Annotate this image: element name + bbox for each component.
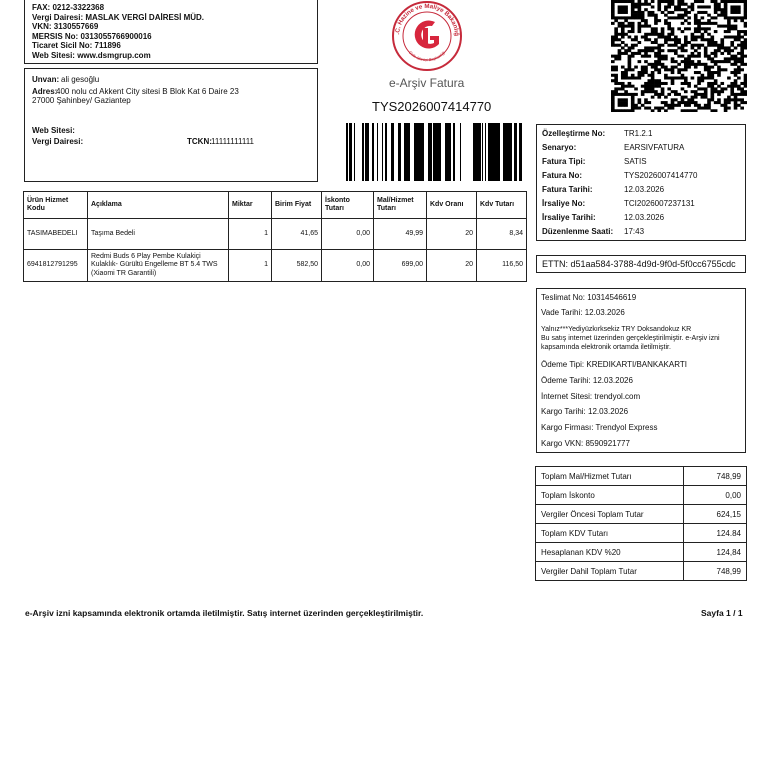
sales-note-line2: kapsamında elektronik ortamda iletilmiştir. — [541, 344, 671, 351]
cell-goods-amount: 49,99 — [374, 219, 427, 250]
info-label: Özelleştirme No: — [542, 129, 606, 138]
info-label: Düzenlenme Saati: — [542, 227, 614, 236]
header-vat-amount: Kdv Tutarı — [477, 192, 527, 219]
info-value: TR1.2.1 — [624, 129, 653, 138]
totals-label: Vergiler Dahil Toplam Tutar — [536, 562, 684, 581]
buyer-title-label: Unvan: — [32, 75, 60, 84]
logo-arc-text: .C. Hazine ve Maliye Bakanlığ — [394, 2, 461, 37]
buyer-address-line2: 27000 Şahinbey/ Gaziantep — [32, 96, 131, 105]
cell-description: Redmi Buds 6 Play Pembe Kulakiçi Kulaklık- Gürültü Engelleme BT 5.4 TWS (Xiaomi TR Garantili) — [88, 250, 229, 282]
barcode-image — [346, 123, 522, 181]
header-goods-amount: Mal/Hizmet Tutarı — [374, 192, 427, 219]
totals-label: Toplam KDV Tutarı — [536, 524, 684, 543]
cargo-vkn: Kargo VKN: 8590921777 — [541, 439, 630, 448]
info-value: TCI2026007237131 — [624, 199, 695, 208]
header-product-code: Ürün Hizmet Kodu — [24, 192, 88, 219]
totals-row — [536, 524, 747, 543]
items-header-row — [24, 192, 527, 219]
table-row — [24, 219, 527, 250]
seller-tax-office: Vergi Dairesi: MASLAK VERGİ DAİRESİ MÜD. — [32, 12, 205, 22]
cell-quantity: 1 — [229, 219, 272, 250]
cargo-date: Kargo Tarihi: 12.03.2026 — [541, 407, 629, 416]
totals-label: Toplam İskonto — [536, 486, 684, 505]
buyer-title: ali gesoğlu — [61, 75, 100, 84]
totals-label: Hesaplanan KDV %20 — [536, 543, 684, 562]
e-arsiv-label: e-Arşiv Fatura — [389, 76, 465, 90]
totals-row — [536, 562, 747, 581]
totals-value: 124,84 — [684, 543, 747, 562]
cell-goods-amount: 699,00 — [374, 250, 427, 282]
totals-row — [536, 486, 747, 505]
info-value: SATIS — [624, 157, 647, 166]
cell-product-code: TASIMABEDELI — [24, 219, 88, 250]
totals-row — [536, 505, 747, 524]
buyer-website-label: Web Sitesi: — [32, 126, 75, 135]
cell-vat-amount: 8,34 — [477, 219, 527, 250]
info-row — [537, 199, 745, 213]
totals-value: 748,99 — [684, 562, 747, 581]
header-quantity: Miktar — [229, 192, 272, 219]
table-row — [24, 250, 527, 282]
info-value: 17:43 — [624, 227, 645, 236]
cell-vat-rate: 20 — [427, 219, 477, 250]
info-row — [537, 157, 745, 171]
qr-code-image — [611, 0, 747, 112]
totals-row — [536, 467, 747, 486]
info-row — [537, 129, 745, 143]
cell-discount: 0,00 — [322, 250, 374, 282]
info-row — [537, 171, 745, 185]
ettn-box — [536, 255, 746, 273]
header-discount: İskonto Tutarı — [322, 192, 374, 219]
totals-value: 124.84 — [684, 524, 747, 543]
footer-note: e-Arşiv izni kapsamında elektronik ortamda iletilmiştir. Satış internet üzerinden gerçekleştirilmiştir. — [25, 608, 424, 618]
info-value: 12.03.2026 — [624, 213, 665, 222]
payment-type: Ödeme Tipi: KREDIKARTI/BANKAKARTI — [541, 360, 687, 369]
logo-bottom-text: Gelir İdaresi Başkanlığı — [407, 49, 447, 63]
gib-logo-seal — [386, 0, 468, 72]
payment-date: Ödeme Tarihi: 12.03.2026 — [541, 376, 633, 385]
seller-trade-registry: Ticaret Sicil No: 711896 — [32, 41, 121, 50]
totals-table — [535, 466, 747, 581]
header-vat-rate: Kdv Oranı — [427, 192, 477, 219]
buyer-tckn-label: TCKN: — [187, 137, 212, 146]
info-row — [537, 143, 745, 157]
info-row — [537, 185, 745, 199]
totals-row — [536, 543, 747, 562]
seller-website: Web Sitesi: www.dsmgrup.com — [32, 50, 151, 60]
totals-value: 624,15 — [684, 505, 747, 524]
cell-description: Taşıma Bedeli — [88, 219, 229, 250]
info-label: Fatura Tarihi: — [542, 185, 593, 194]
buyer-tax-office-label: Vergi Dairesi: — [32, 137, 84, 146]
seller-mersis: MERSIS No: 0313055766900016 — [32, 31, 152, 41]
seller-vkn: VKN: 3130557669 — [32, 22, 99, 31]
seller-info-box — [24, 0, 318, 64]
cargo-company: Kargo Firması: Trendyol Express — [541, 423, 658, 432]
delivery-number: Teslimat No: 10314546619 — [541, 293, 637, 302]
totals-label: Vergiler Öncesi Toplam Tutar — [536, 505, 684, 524]
page-number: Sayfa 1 / 1 — [701, 608, 743, 618]
info-value: 12.03.2026 — [624, 185, 665, 194]
due-date: Vade Tarihi: 12.03.2026 — [541, 308, 625, 317]
info-value: EARSIVFATURA — [624, 143, 685, 152]
cell-discount: 0,00 — [322, 219, 374, 250]
totals-value: 748,99 — [684, 467, 747, 486]
header-description: Açıklama — [88, 192, 229, 219]
items-table — [23, 191, 527, 282]
buyer-address-label: Adres: — [32, 87, 58, 96]
seller-fax: FAX: 0212-3322368 — [32, 3, 105, 12]
info-label: İrsaliye No: — [542, 199, 586, 208]
delivery-payment-box — [536, 288, 746, 453]
sales-note-line1: Bu satış internet üzerinden gerçekleştirilmiştir. e-Arşiv izni — [541, 335, 720, 342]
internet-site: İnternet Sitesi: trendyol.com — [541, 392, 641, 401]
buyer-tckn: 11111111111 — [211, 137, 255, 146]
info-value: TYS2026007414770 — [624, 171, 698, 180]
cell-vat-amount: 116,50 — [477, 250, 527, 282]
info-label: İrsaliye Tarihi: — [542, 213, 596, 222]
info-row — [537, 213, 745, 227]
totals-label: Toplam Mal/Hizmet Tutarı — [536, 467, 684, 486]
cell-product-code: 6941812791295 — [24, 250, 88, 282]
info-label: Fatura No: — [542, 171, 582, 180]
invoice-info-box — [536, 124, 746, 241]
header-unit-price: Birim Fiyat — [272, 192, 322, 219]
invoice-number-title: TYS2026007414770 — [372, 99, 492, 114]
cell-unit-price: 41,65 — [272, 219, 322, 250]
amount-in-words: Yalnız***Yediyüzkırksekiz TRY Doksandokuz KR — [541, 326, 692, 333]
cell-unit-price: 582,50 — [272, 250, 322, 282]
ettn-value: ETTN: d51aa584-3788-4d9d-9f0d-5f0cc6755cdc — [542, 259, 736, 269]
buyer-address-line1: 400 nolu cd Akkent City sitesi B Blok Kat 6 Daire 23 — [56, 87, 239, 96]
info-label: Fatura Tipi: — [542, 157, 586, 166]
info-row — [537, 227, 745, 241]
totals-value: 0,00 — [684, 486, 747, 505]
cell-vat-rate: 20 — [427, 250, 477, 282]
buyer-info-box — [24, 68, 318, 182]
info-label: Senaryo: — [542, 143, 577, 152]
cell-quantity: 1 — [229, 250, 272, 282]
